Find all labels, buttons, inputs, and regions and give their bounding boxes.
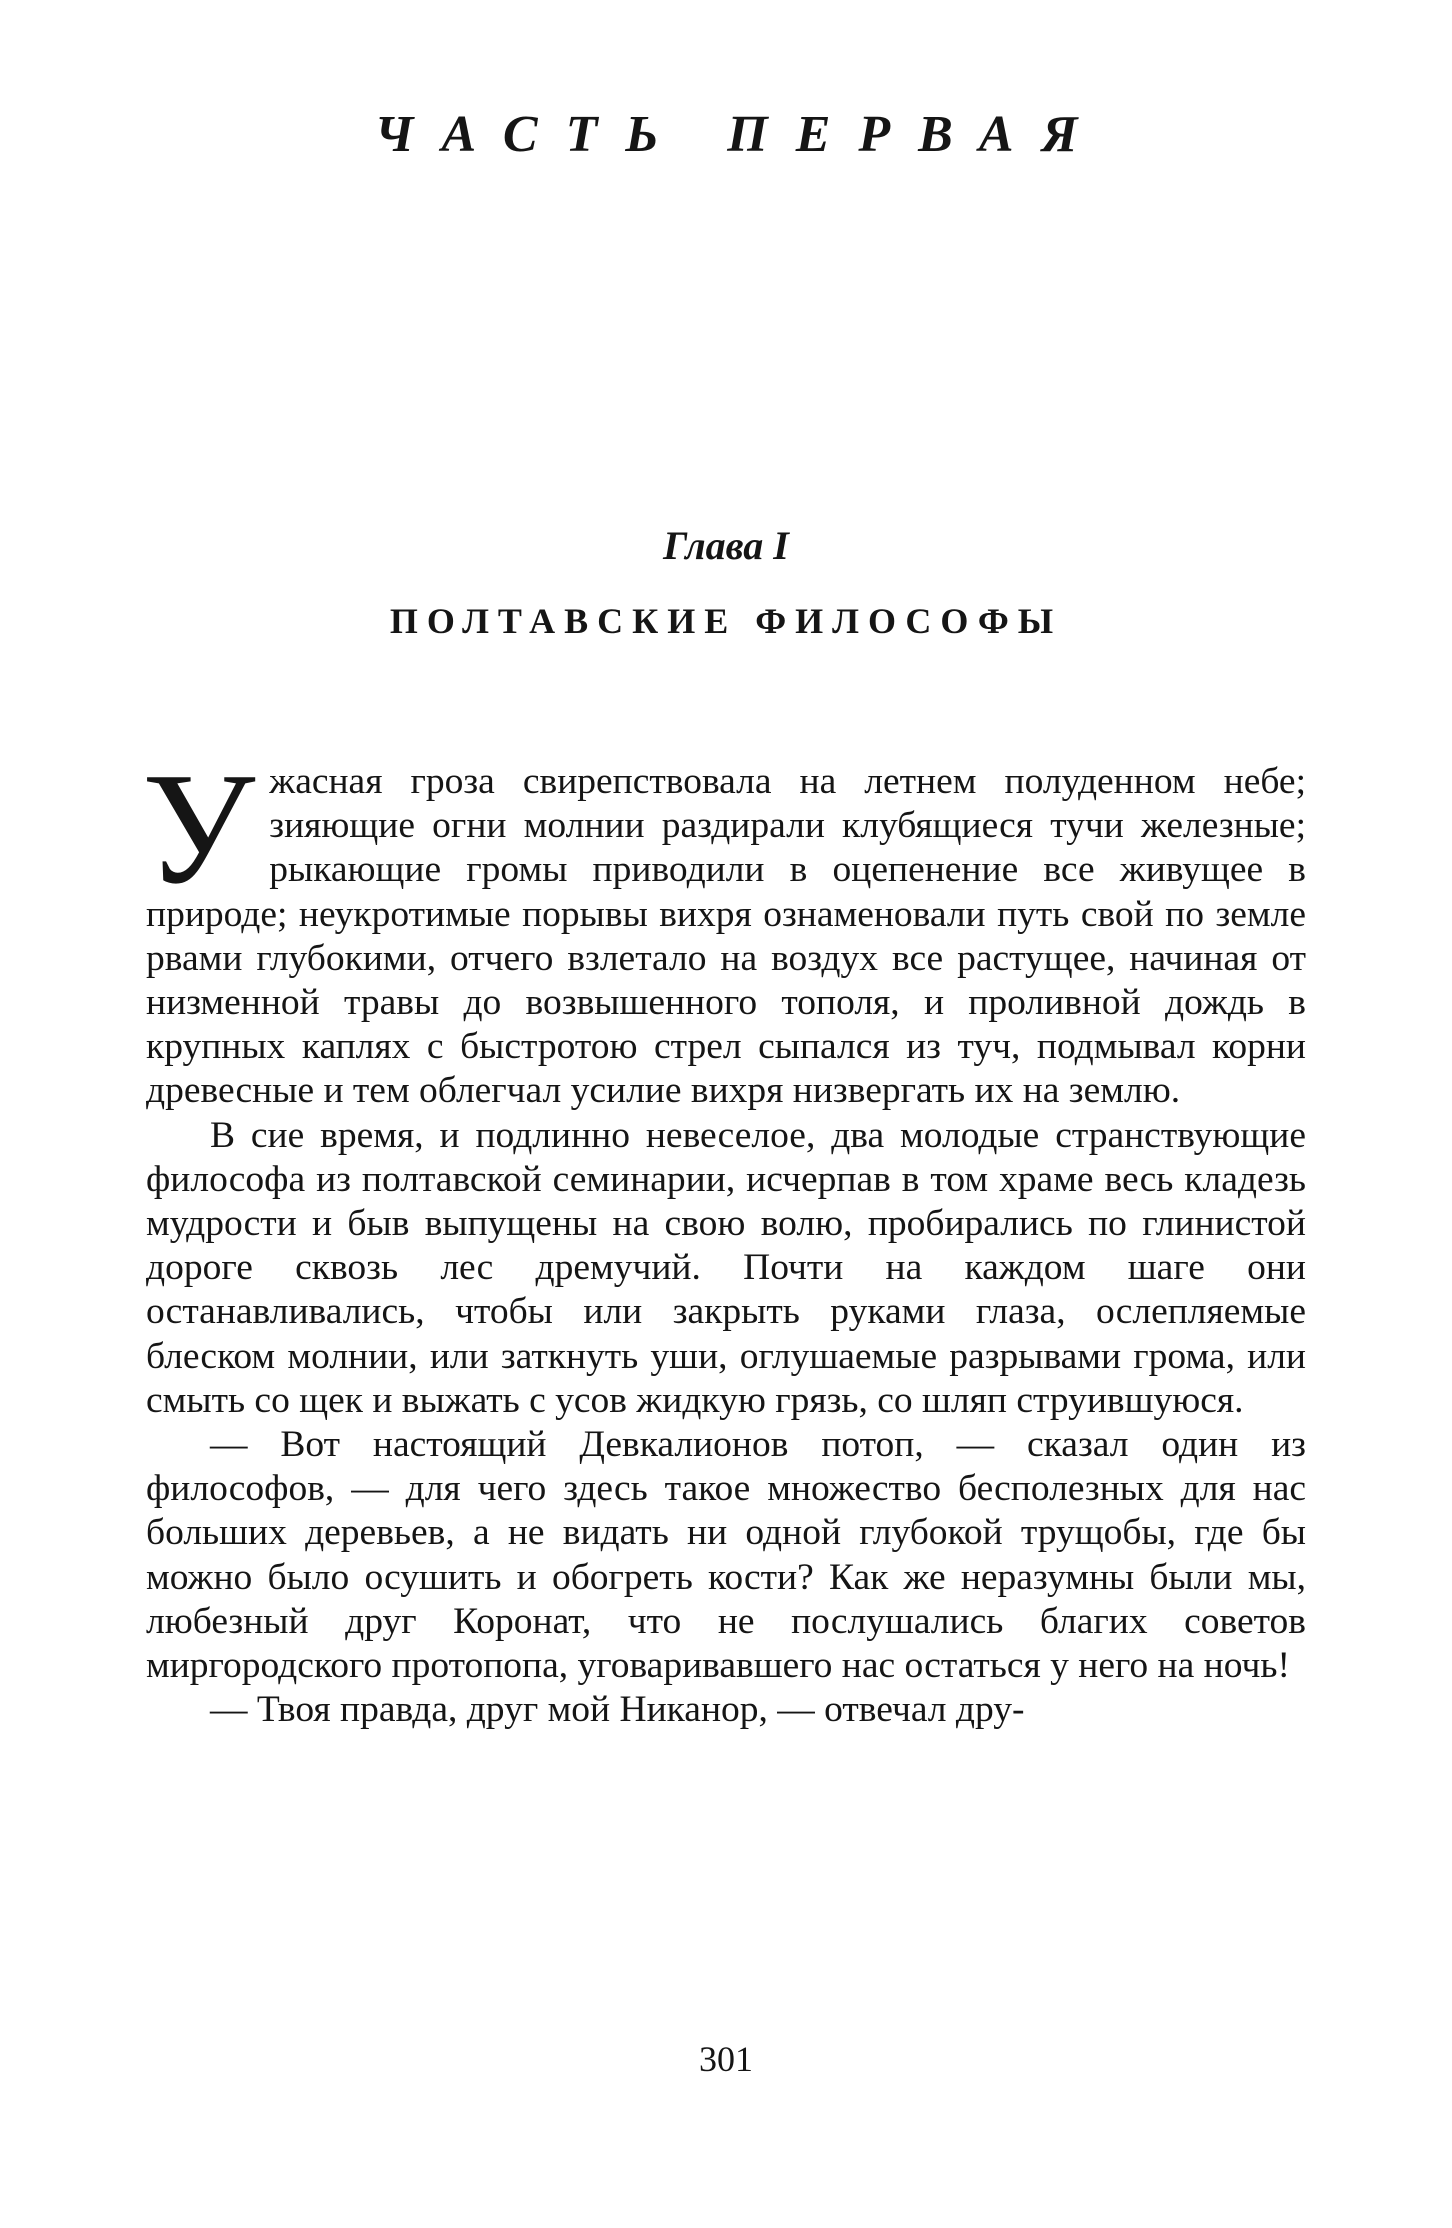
part-title: ЧАСТЬ ПЕРВАЯ xyxy=(374,106,1106,163)
chapter-label: Глава I xyxy=(663,523,789,568)
chapter-title: ПОЛТАВСКИЕ ФИЛОСОФЫ xyxy=(389,601,1063,641)
paragraph-3: — Вот настоящий Девкалионов потоп, — сказал один из философов, — для чего здесь такое множество бесполезных для нас больших деревьев, а не видать ни одной глубокой трущобы, где бы можно было осушить и обогреть кости? Как же неразумны были мы, любезный друг Коронат, что не послушались благих советов миргородского протопопа, уговаривавшего нас остаться у него на ночь! xyxy=(146,1424,1306,1687)
paragraph-1 xyxy=(142,739,1306,1114)
body-text xyxy=(142,739,1306,1732)
page-number: 301 xyxy=(699,2039,753,2079)
paragraph-4: — Твоя правда, друг мой Никанор, — отвечал дру- xyxy=(210,1689,1025,1731)
paragraph-2: В сие время, и подлинно невеселое, два молодые странствующие философа из полтавской семинарии, исчерпав в том храме весь кладезь мудрости и быв выпущены на свою волю, пробирались по глинистой дороге сквозь лес дремучий. Почти на каждом шаге они останавливались, чтобы или закрыть руками глаза, ослепляемые блеском молнии, или заткнуть уши, оглушаемые разрывами грома, или смыть со щек и выжать с усов жидкую грязь, со шляп струившуюся. xyxy=(146,1114,1306,1421)
drop-cap: У xyxy=(142,739,256,917)
paragraph-1-text: жасная гроза свирепствовала на летнем полуденном небе; зияющие огни молнии раздирали клубящиеся тучи железные; рыкающие громы приводили в оцепенение все живущее в природе; неукротимые порывы вихря ознаменовали путь свой по земле рвами глубокими, отчего взлетало на воздух все растущее, начиная от низменной травы до возвышенного тополя, и проливной дождь в крупных каплях с быстротою стрел сыпался из туч, подмывал корни древесные и тем облегчал усилие вихря низвергать их на землю. xyxy=(146,761,1306,1112)
